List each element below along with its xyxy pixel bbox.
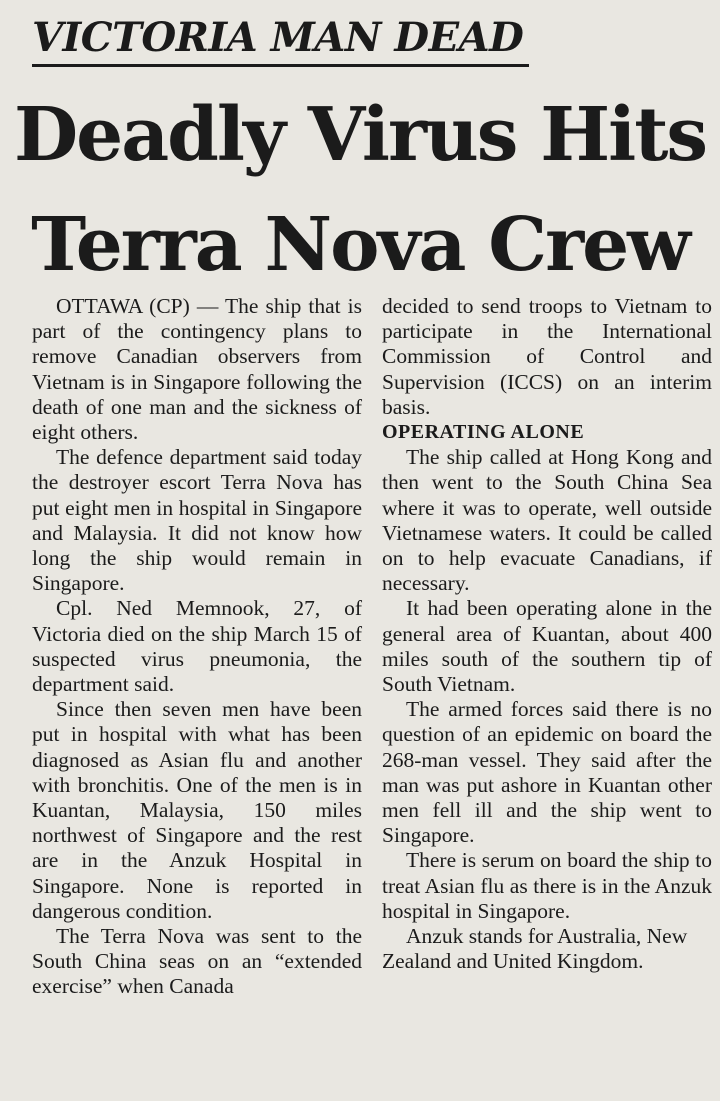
headline-line-2: Terra Nova Crew: [31, 202, 689, 288]
article-subhead: OPERATING ALONE: [382, 421, 585, 444]
article-paragraph: OTTAWA (CP) — The ship that is part of the contingency plans to remove Canadian observers from Vietnam is in Singapore following the death of one man and the sickness of eight others.: [32, 294, 362, 445]
article-paragraph: The armed forces said there is no question of an epidemic on board the 268-man vessel. They said after the man was put ashore in Kuantan other men fell ill and the ship went to Singapore.: [382, 697, 712, 848]
article-column-right: [382, 294, 712, 974]
article-paragraph: The defence department said today the destroyer escort Terra Nova has put eight men in hospital in Singapore and Malaysia. It did not know how long the ship would remain in Singapore.: [32, 445, 362, 596]
article-paragraph: There is serum on board the ship to treat Asian flu as there is in the Anzuk hospital in Singapore.: [382, 848, 712, 923]
article-paragraph: Anzuk stands for Australia, New Zealand and United Kingdom.: [382, 924, 688, 974]
article-paragraph: The ship called at Hong Kong and then went to the South China Sea where it was to operate, well outside Vietnamese waters. It could be called on to help evacuate Canadians, if necessary.: [382, 445, 712, 596]
article-paragraph-continued: decided to send troops to Vietnam to participate in the International Commission of Control and Supervision (ICCS) on an interim basis.: [382, 294, 712, 419]
article-paragraph: Since then seven men have been put in hospital with what has been diagnosed as Asian flu and another with bronchitis. One of the men is in Kuantan, Malaysia, 150 miles northwest of Singapore and the rest are in the Anzuk Hospital in Singapore. None is reported in dangerous condition.: [32, 697, 362, 923]
article-column-left: [32, 294, 362, 1000]
kicker-headline: VICTORIA MAN DEAD: [32, 12, 529, 67]
headline-line-1: Deadly Virus Hits: [13, 92, 707, 178]
main-headline: [0, 80, 720, 300]
article-paragraph: The Terra Nova was sent to the South China seas on an “extended exercise” when Canada: [32, 924, 362, 999]
article-paragraph: It had been operating alone in the general area of Kuantan, about 400 miles south of the southern tip of South Vietnam.: [382, 596, 712, 697]
article-paragraph: Cpl. Ned Memnook, 27, of Victoria died on the ship March 15 of suspected virus pneumonia, the department said.: [32, 596, 362, 697]
